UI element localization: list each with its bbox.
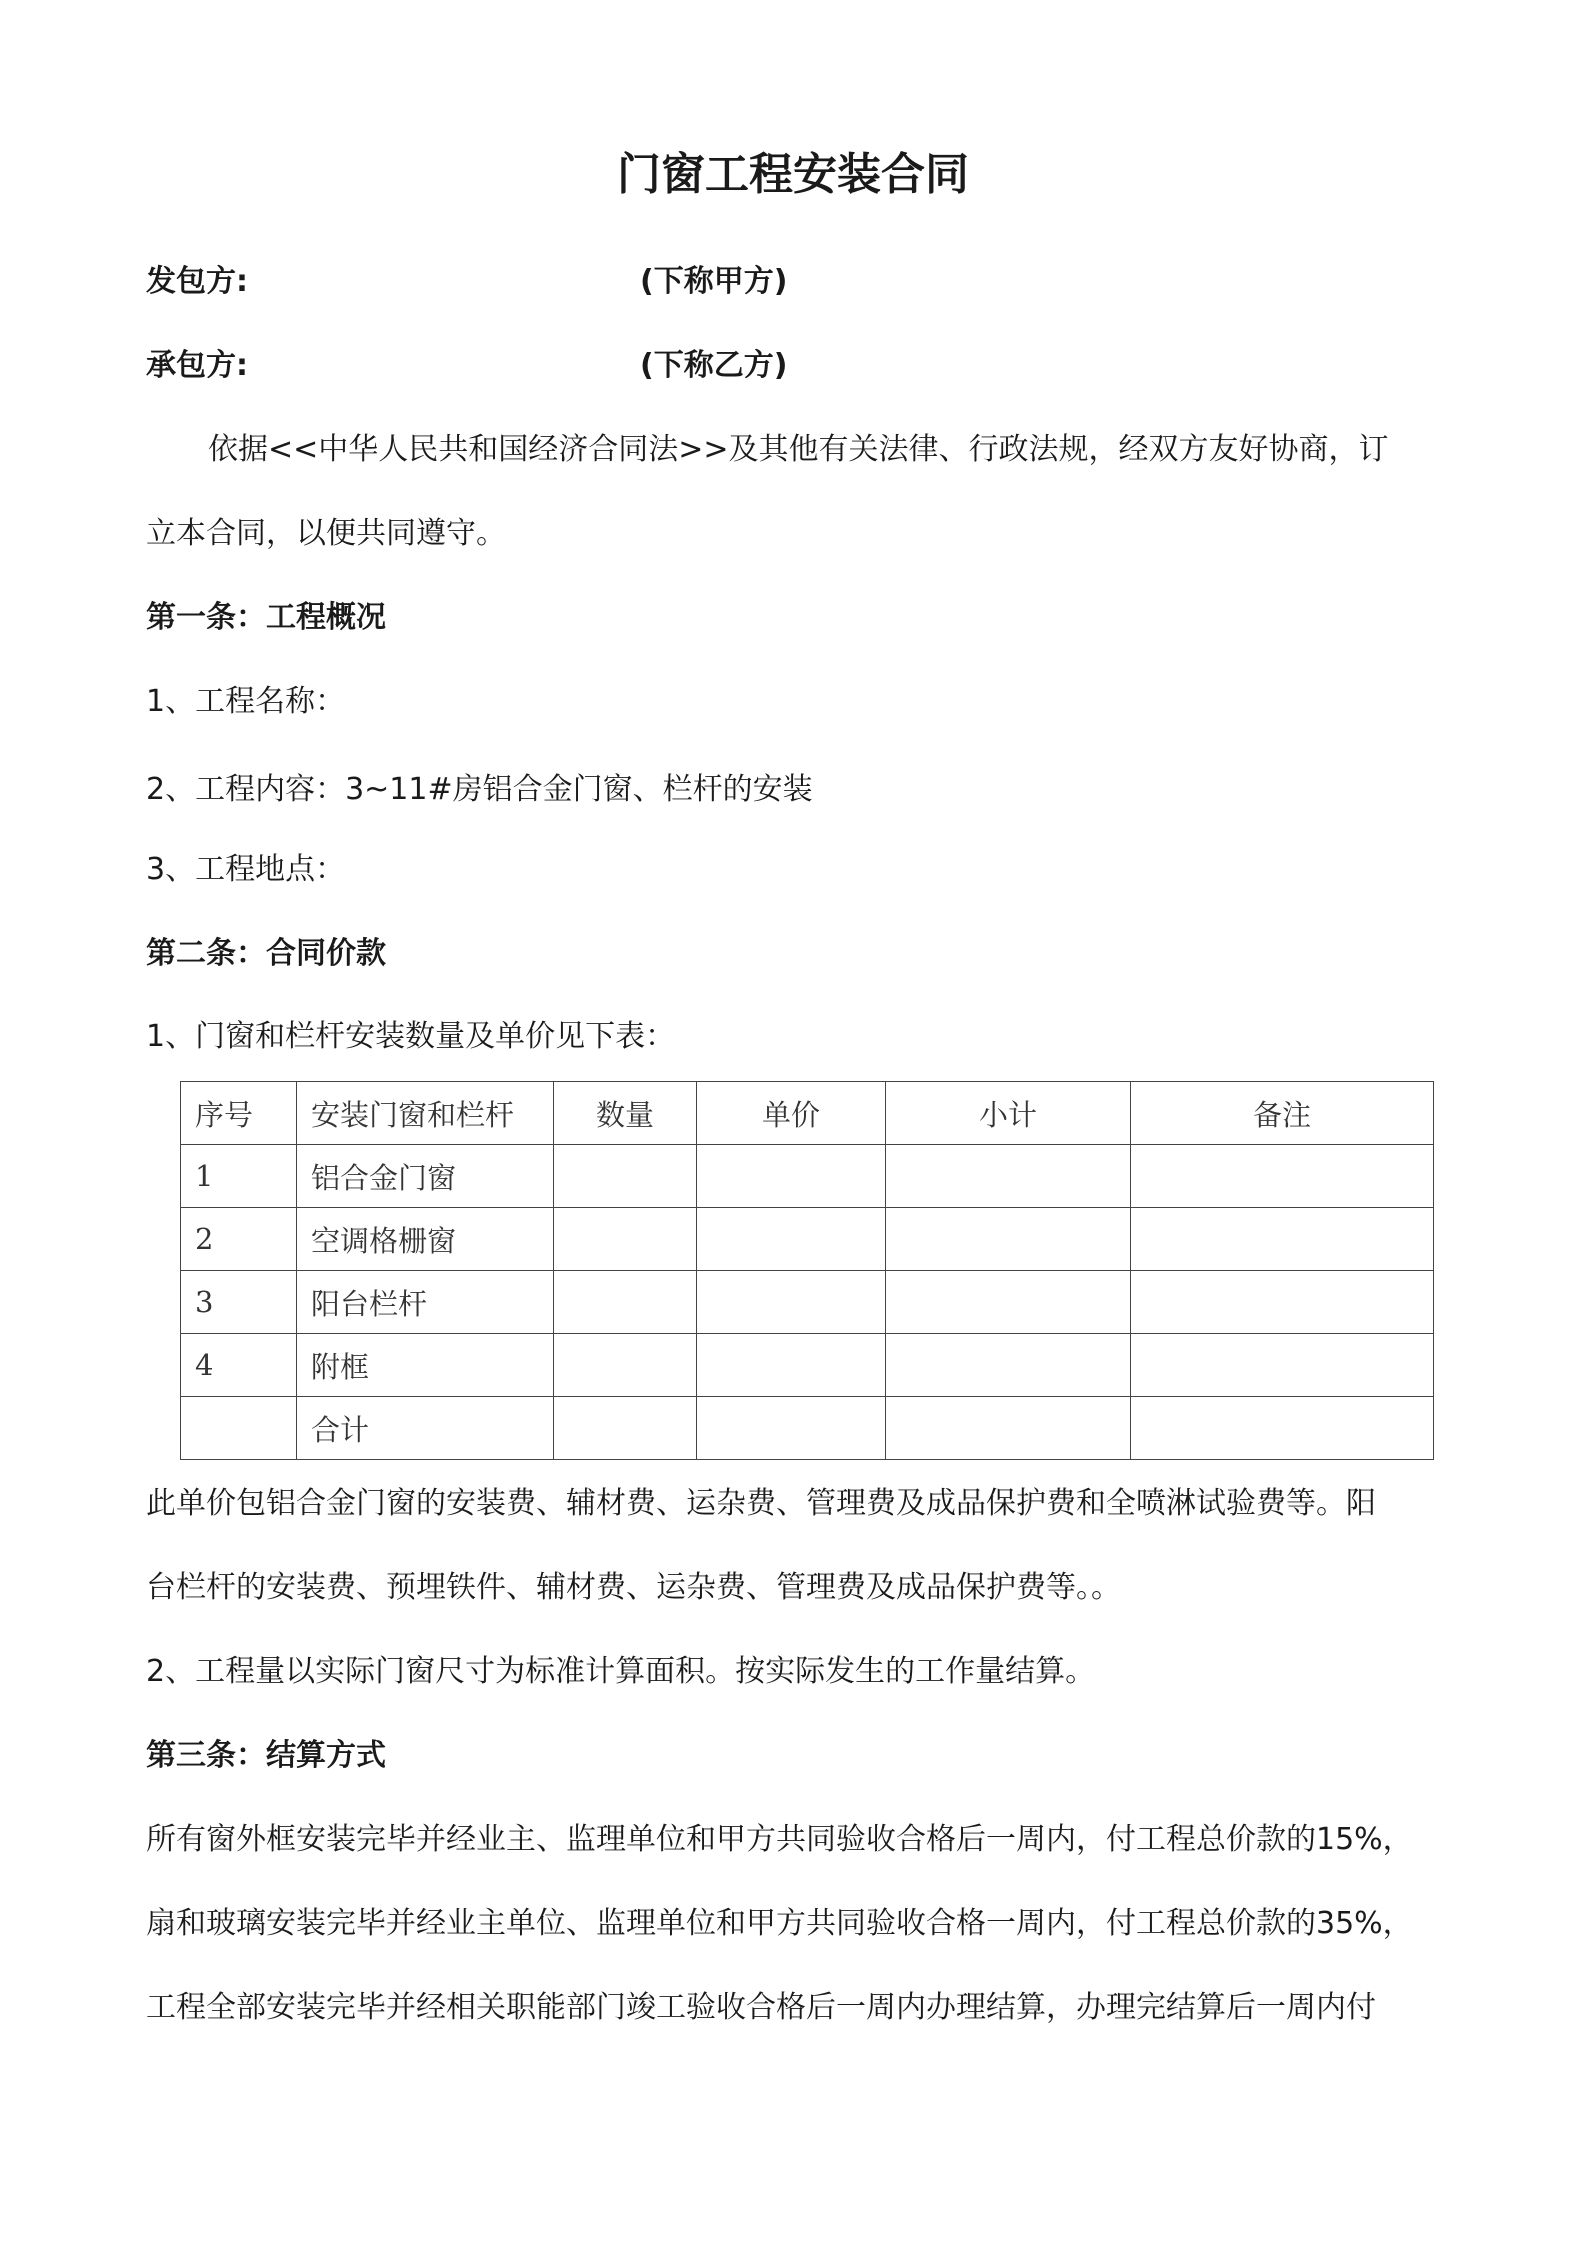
cell-index: 3	[181, 1271, 297, 1334]
cell-item: 合计	[297, 1397, 554, 1460]
cell-unit-price	[697, 1397, 886, 1460]
contractor-note: (下称乙方)	[640, 348, 788, 383]
preamble-line-2: 立本合同，以便共同遵守。	[146, 516, 506, 551]
cell-remarks	[1131, 1397, 1434, 1460]
cell-remarks	[1131, 1271, 1434, 1334]
cell-quantity	[554, 1145, 697, 1208]
cell-index: 2	[181, 1208, 297, 1271]
cell-item: 铝合金门窗	[297, 1145, 554, 1208]
cell-item: 空调格栅窗	[297, 1208, 554, 1271]
header-unit-price: 单价	[697, 1082, 886, 1145]
table-total-row	[181, 1397, 1434, 1460]
header-index: 序号	[181, 1082, 297, 1145]
cell-quantity	[554, 1334, 697, 1397]
article-2-heading: 第二条：合同价款	[146, 936, 386, 971]
cell-subtotal	[886, 1145, 1131, 1208]
cell-quantity	[554, 1271, 697, 1334]
article-3-heading: 第三条：结算方式	[146, 1738, 386, 1773]
cell-unit-price	[697, 1271, 886, 1334]
cell-unit-price	[697, 1208, 886, 1271]
cell-item: 附框	[297, 1334, 554, 1397]
cell-quantity	[554, 1397, 697, 1460]
header-subtotal: 小计	[886, 1082, 1131, 1145]
cell-remarks	[1131, 1208, 1434, 1271]
employer-label: 发包方:	[146, 264, 248, 299]
cell-subtotal	[886, 1397, 1131, 1460]
article-2-item-1: 1、门窗和栏杆安装数量及单价见下表：	[146, 1019, 676, 1054]
article-1-item-2: 2、工程内容：3~11#房铝合金门窗、栏杆的安装	[146, 772, 813, 807]
settlement-line-3: 工程全部安装完毕并经相关职能部门竣工验收合格后一周内办理结算，办理完结算后一周内付	[146, 1990, 1376, 2025]
cell-index: 4	[181, 1334, 297, 1397]
table-row	[181, 1271, 1434, 1334]
preamble-line-1: 依据<<中华人民共和国经济合同法>>及其他有关法律、行政法规，经双方友好协商，订	[208, 432, 1389, 467]
price-note-line-1: 此单价包铝合金门窗的安装费、辅材费、运杂费、管理费及成品保护费和全喷淋试验费等。阳	[146, 1486, 1376, 1521]
header-item: 安装门窗和栏杆	[297, 1082, 554, 1145]
contractor-label: 承包方:	[146, 348, 248, 383]
document-title: 门窗工程安装合同	[617, 149, 969, 200]
settlement-line-2: 扇和玻璃安装完毕并经业主单位、监理单位和甲方共同验收合格一周内，付工程总价款的35%，	[146, 1906, 1413, 1941]
cell-unit-price	[697, 1145, 886, 1208]
cell-subtotal	[886, 1208, 1131, 1271]
cell-subtotal	[886, 1271, 1131, 1334]
cell-remarks	[1131, 1334, 1434, 1397]
article-1-item-1: 1、工程名称：	[146, 684, 346, 719]
article-1-item-3: 3、工程地点：	[146, 852, 346, 887]
cell-unit-price	[697, 1334, 886, 1397]
header-quantity: 数量	[554, 1082, 697, 1145]
table-header-row	[181, 1082, 1434, 1145]
cell-item: 阳台栏杆	[297, 1271, 554, 1334]
cell-index: 1	[181, 1145, 297, 1208]
cell-remarks	[1131, 1145, 1434, 1208]
table-row	[181, 1334, 1434, 1397]
article-2-item-2: 2、工程量以实际门窗尺寸为标准计算面积。按实际发生的工作量结算。	[146, 1654, 1096, 1689]
article-1-heading: 第一条：工程概况	[146, 600, 386, 635]
settlement-line-1: 所有窗外框安装完毕并经业主、监理单位和甲方共同验收合格后一周内，付工程总价款的15%，	[146, 1822, 1413, 1857]
cell-quantity	[554, 1208, 697, 1271]
table-row	[181, 1145, 1434, 1208]
table-row	[181, 1208, 1434, 1271]
header-remarks: 备注	[1131, 1082, 1434, 1145]
price-table	[180, 1081, 1434, 1460]
cell-index	[181, 1397, 297, 1460]
price-note-line-2: 台栏杆的安装费、预埋铁件、辅材费、运杂费、管理费及成品保护费等。。	[146, 1570, 1121, 1605]
employer-note: (下称甲方)	[640, 264, 788, 299]
cell-subtotal	[886, 1334, 1131, 1397]
